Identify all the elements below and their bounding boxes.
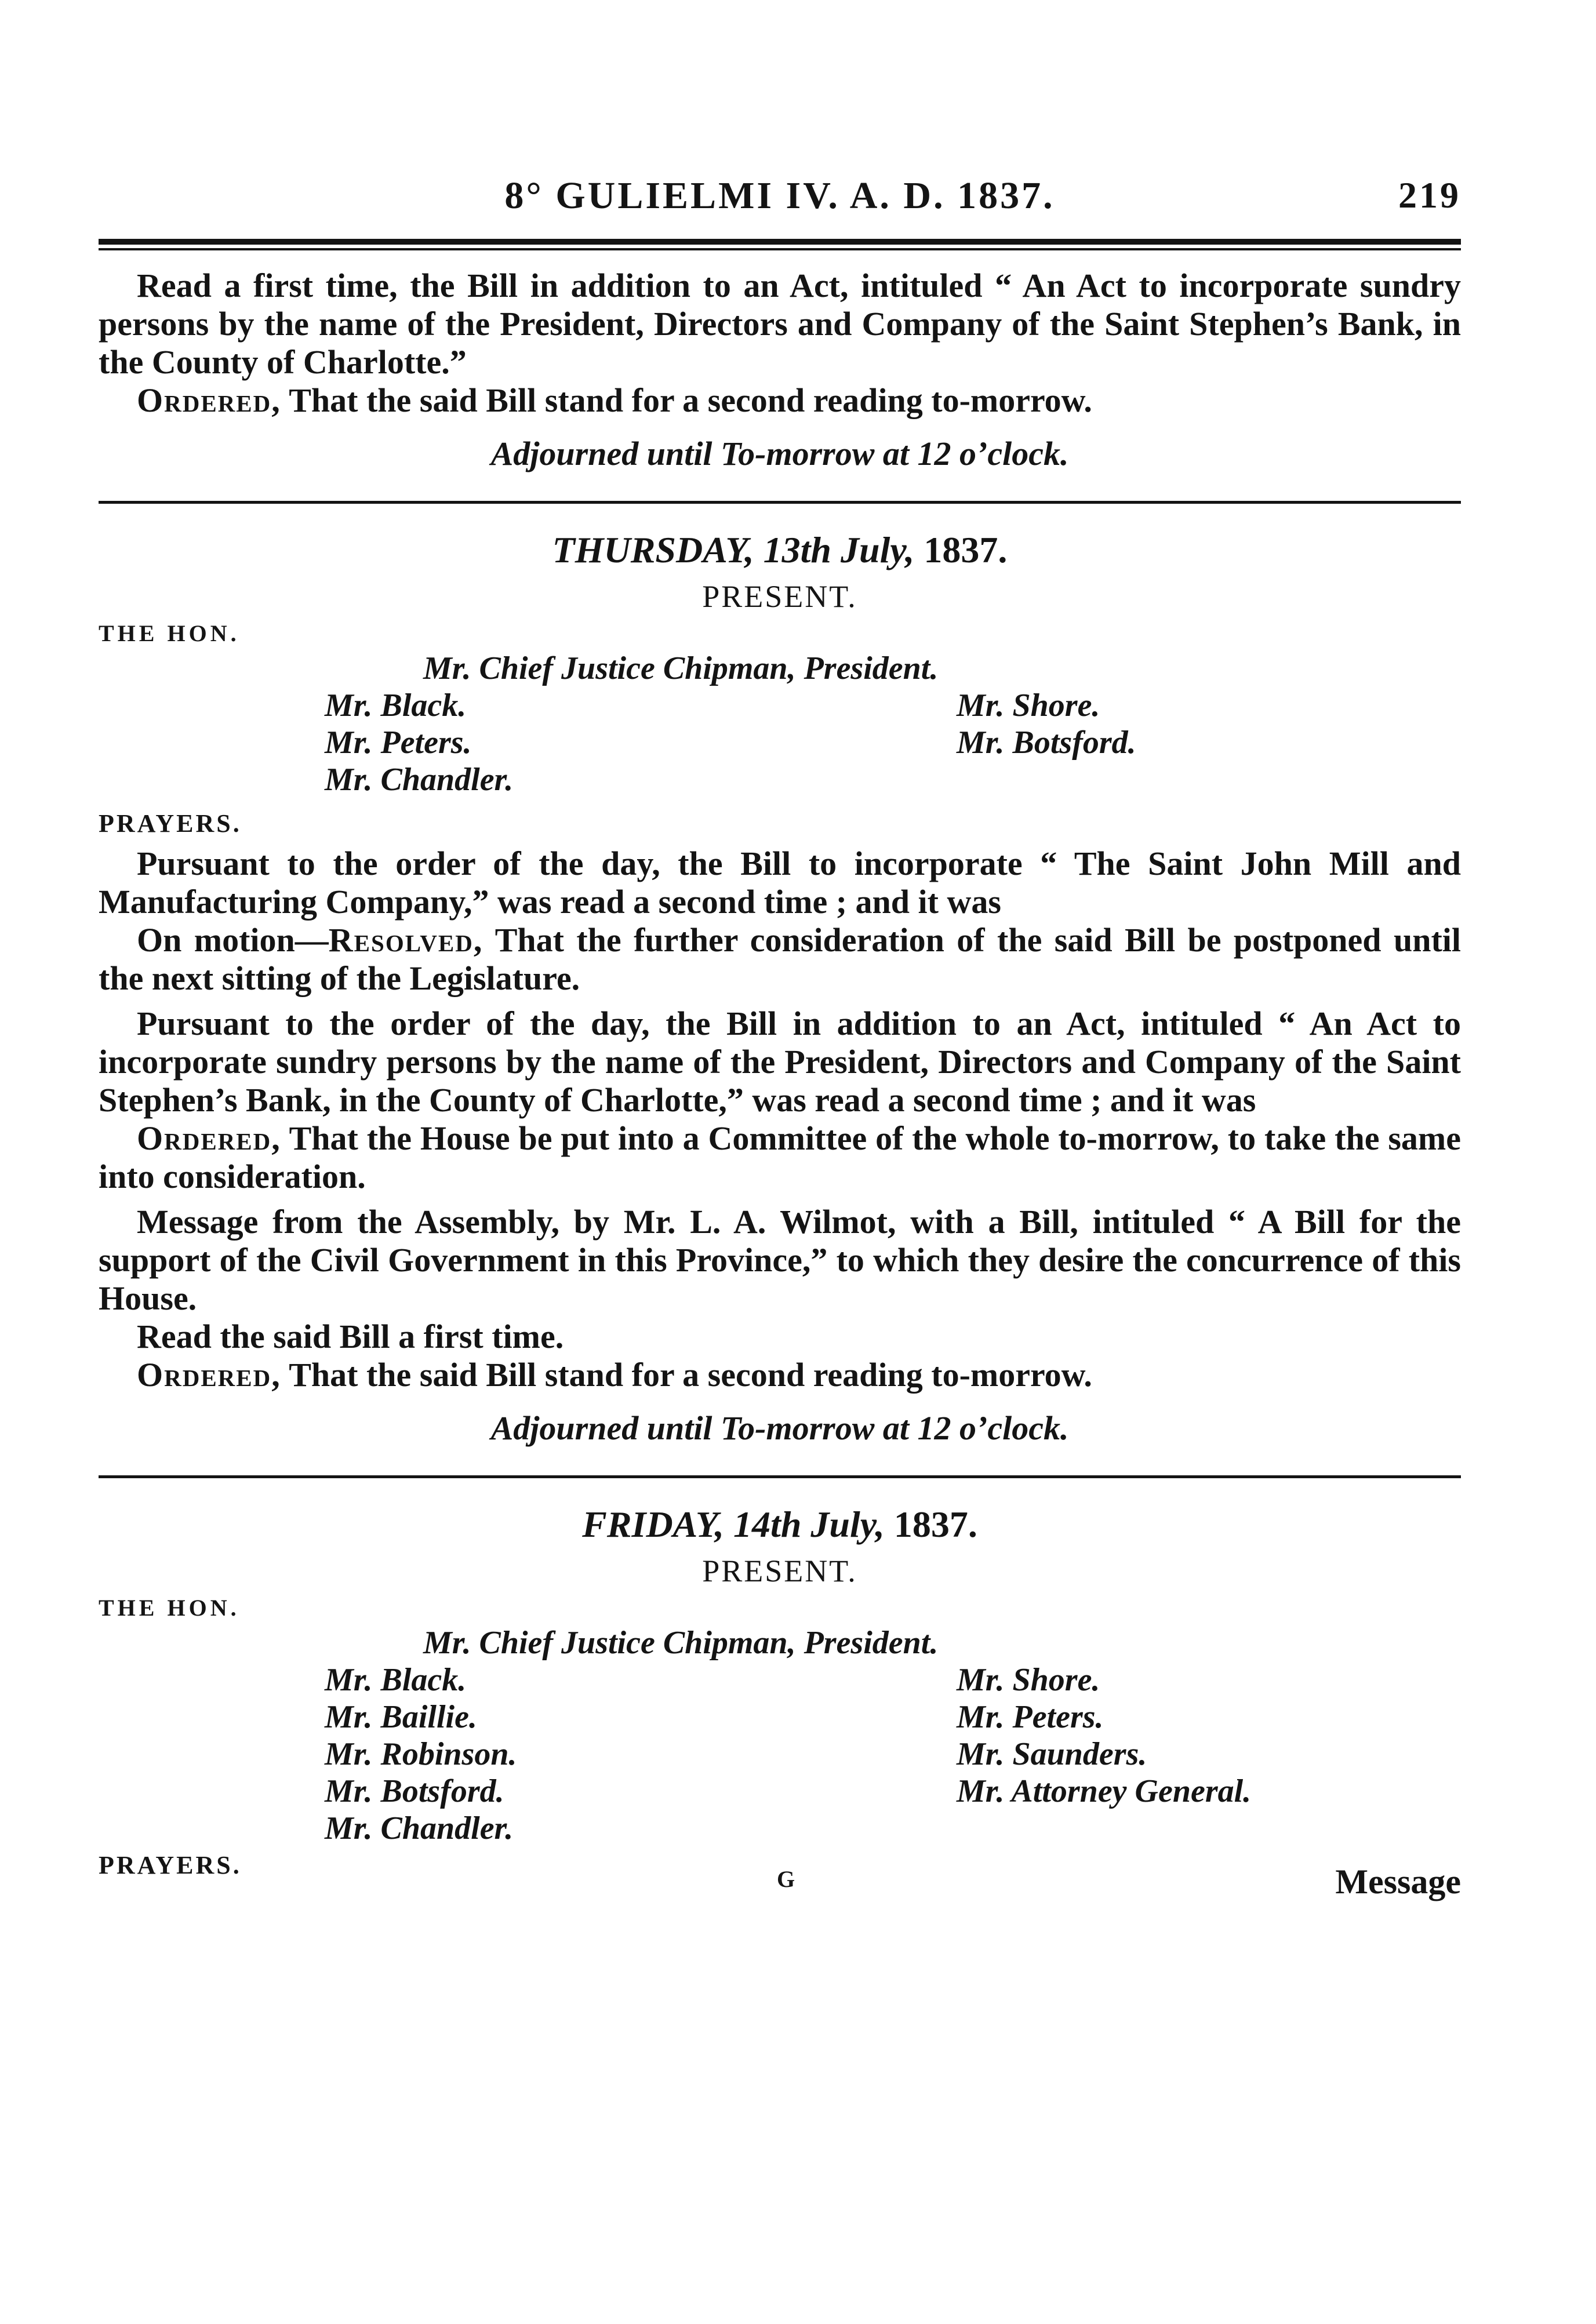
resolved-lead: On motion— bbox=[137, 921, 329, 959]
member-name: Mr. Black. bbox=[325, 1662, 467, 1698]
member-name: Mr. Attorney General. bbox=[957, 1773, 1252, 1809]
member-row bbox=[325, 1810, 1251, 1847]
member-row bbox=[325, 724, 1136, 761]
section-rule bbox=[99, 1475, 1461, 1478]
member-name: Mr. Botsford. bbox=[957, 725, 1136, 761]
member-row bbox=[325, 1773, 1251, 1810]
ordered-label: Ordered, bbox=[137, 1119, 281, 1157]
member-name: Mr. Chandler. bbox=[325, 762, 514, 798]
member-name: Mr. Shore. bbox=[957, 1662, 1100, 1698]
ordered-text: That the House be put into a Committee of the whole to-morrow, to take the same into consideration. bbox=[99, 1119, 1461, 1195]
resolved-label: Resolved, bbox=[328, 921, 483, 959]
page-footer bbox=[99, 1850, 1461, 1903]
member-row bbox=[325, 1699, 1251, 1736]
paragraph-message-assembly: Message from the Assembly, by Mr. L. A. Wilmot, with a Bill, intituled “ A Bill for the support of the Civil Government in this Province,” to which they desire the concurrence of this House. bbox=[99, 1203, 1461, 1317]
thursday-date: 13th July, bbox=[754, 529, 915, 570]
member-name: Mr. Baillie. bbox=[325, 1699, 477, 1735]
page-number: 219 bbox=[1398, 174, 1461, 216]
paragraph-read-bill-first-time: Read the said Bill a first time. bbox=[137, 1318, 564, 1355]
running-head bbox=[99, 174, 1461, 232]
running-head-title: 8° GULIELMI IV. A. D. 1837. bbox=[504, 174, 1055, 217]
paragraph-ordered-second-reading bbox=[99, 381, 1461, 420]
paragraph-ordered-second-reading bbox=[99, 1356, 1461, 1394]
journal-page bbox=[99, 174, 1461, 1903]
friday-president-line: Mr. Chief Justice Chipman, President. bbox=[423, 1625, 939, 1661]
friday-date: 14th July, bbox=[724, 1504, 885, 1545]
thursday-present: PRESENT. bbox=[702, 579, 857, 614]
paragraph-ordered-committee bbox=[99, 1119, 1461, 1196]
paragraph-saint-john-mill: Pursuant to the order of the day, the Bill to incorporate “ The Saint John Mill and Manufacturing Company,” was read a second time ; and it was bbox=[99, 845, 1461, 921]
thursday-year: 1837. bbox=[914, 529, 1008, 570]
member-row bbox=[325, 761, 1136, 798]
adjourned-line: Adjourned until To-morrow at 12 o’clock. bbox=[490, 435, 1069, 472]
ordered-text: That the said Bill stand for a second reading to-morrow. bbox=[281, 381, 1092, 419]
ordered-label: Ordered, bbox=[137, 1356, 281, 1394]
header-double-rule bbox=[99, 239, 1461, 250]
member-name: Mr. Robinson. bbox=[325, 1736, 517, 1772]
thursday-president-line: Mr. Chief Justice Chipman, President. bbox=[423, 650, 939, 686]
thursday-date-heading bbox=[99, 528, 1461, 572]
friday-prayers: PRAYERS. bbox=[99, 1851, 242, 1879]
thursday-day: THURSDAY, bbox=[552, 529, 754, 570]
member-name bbox=[957, 761, 1136, 798]
member-row bbox=[325, 1736, 1251, 1773]
paragraph-resolved bbox=[99, 921, 1461, 998]
friday-date-heading bbox=[99, 1503, 1461, 1547]
signature-mark: G bbox=[777, 1866, 795, 1892]
member-name: Mr. Peters. bbox=[957, 1699, 1104, 1735]
thursday-the-hon: THE HON. bbox=[99, 620, 240, 646]
member-name: Mr. Saunders. bbox=[957, 1736, 1147, 1772]
friday-present: PRESENT. bbox=[702, 1554, 857, 1588]
friday-the-hon: THE HON. bbox=[99, 1595, 240, 1621]
member-name: Mr. Black. bbox=[325, 688, 467, 723]
resolved-text: That the further consideration of the said Bill be postponed until the next sitting of the Legislature. bbox=[99, 921, 1462, 997]
catchword: Message bbox=[1335, 1863, 1461, 1901]
member-name: Mr. Shore. bbox=[957, 688, 1100, 723]
member-row bbox=[325, 1661, 1251, 1699]
thursday-members-list bbox=[99, 650, 1461, 798]
thursday-members-table bbox=[325, 687, 1136, 798]
friday-year: 1837. bbox=[884, 1504, 977, 1545]
member-row bbox=[325, 687, 1136, 724]
thursday-prayers: PRAYERS. bbox=[99, 809, 242, 838]
member-name bbox=[957, 1810, 1251, 1847]
paragraph-bank-second-reading: Pursuant to the order of the day, the Bill in addition to an Act, intituled “ An Act to incorporate sundry persons by the name of the President, Directors and Company of the Saint Stephen’s Bank, in the County of Charlotte,” was read a second time ; and it was bbox=[99, 1005, 1461, 1119]
paragraph-read-first-time: Read a first time, the Bill in addition to an Act, intituled “ An Act to incorporate sundry persons by the name of the President, Directors and Company of the Saint Stephen’s Bank, in the County of Charlotte.” bbox=[99, 267, 1461, 381]
adjourned-line: Adjourned until To-morrow at 12 o’clock. bbox=[490, 1409, 1069, 1447]
section-rule bbox=[99, 501, 1461, 504]
friday-members-list bbox=[99, 1624, 1461, 1847]
ordered-label: Ordered, bbox=[137, 381, 281, 419]
friday-members-table bbox=[325, 1661, 1251, 1847]
member-name: Mr. Peters. bbox=[325, 725, 472, 761]
member-name: Mr. Chandler. bbox=[325, 1810, 514, 1846]
friday-day: FRIDAY, bbox=[582, 1504, 725, 1545]
ordered-text: That the said Bill stand for a second reading to-morrow. bbox=[281, 1356, 1092, 1394]
member-name: Mr. Botsford. bbox=[325, 1773, 504, 1809]
